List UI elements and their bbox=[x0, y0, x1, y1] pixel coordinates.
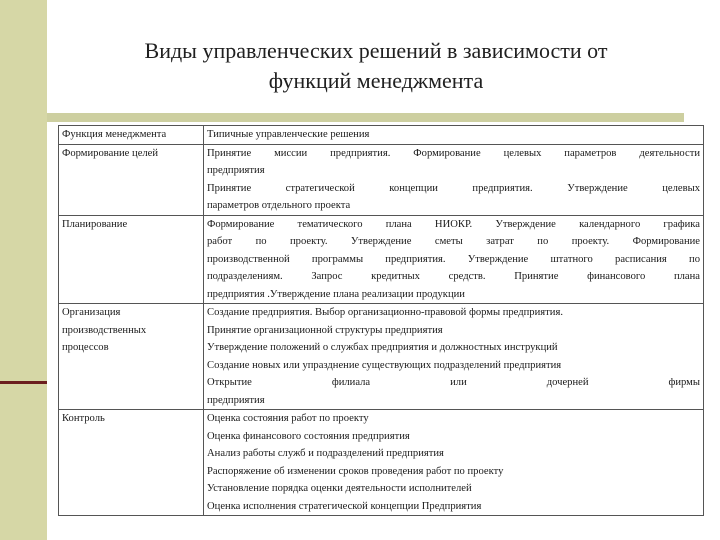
title-divider bbox=[47, 113, 684, 122]
decision-text-line: производственной программы предприятия. Утверждение штатного расписания по bbox=[207, 253, 700, 265]
decisions-cell bbox=[204, 215, 704, 304]
table-header-row bbox=[59, 126, 704, 145]
decorative-sidebar bbox=[0, 0, 47, 540]
decision-item bbox=[207, 498, 700, 516]
decision-item bbox=[207, 357, 700, 375]
decision-text-line: Принятие стратегической концепции предприятия. Утверждение целевых bbox=[207, 182, 700, 194]
function-cell bbox=[59, 144, 204, 215]
decision-item bbox=[207, 480, 700, 498]
decision-item bbox=[207, 322, 700, 340]
header-function-cell: Функция менеджмента bbox=[59, 126, 204, 145]
function-label-line: Формирование целей bbox=[62, 147, 159, 159]
decision-text-line: Анализ работы служб и подразделений предприятия bbox=[207, 448, 444, 459]
decision-item bbox=[207, 445, 700, 463]
decisions-cell bbox=[204, 410, 704, 516]
decision-text-line: Установление порядка оценки деятельности исполнителей bbox=[207, 483, 472, 494]
function-label-line: процессов bbox=[62, 342, 109, 353]
decision-text-line: предприятия bbox=[207, 165, 265, 176]
table-row bbox=[59, 215, 704, 304]
decisions-cell bbox=[204, 144, 704, 215]
decision-item bbox=[207, 180, 700, 215]
decision-text-line: Распоряжение об изменении сроков проведения работ по проекту bbox=[207, 465, 504, 477]
function-label-line: Планирование bbox=[62, 218, 128, 230]
decision-text-line: подразделениям. Запрос кредитных средств. Принятие финансового плана bbox=[207, 271, 700, 282]
decision-text-line: параметров отдельного проекта bbox=[207, 200, 351, 211]
decisions-table bbox=[58, 125, 704, 516]
function-cell bbox=[59, 215, 204, 304]
decision-item bbox=[207, 304, 700, 322]
decision-text-line: предприятия bbox=[207, 394, 265, 406]
table-row bbox=[59, 304, 704, 410]
decision-text-line: предприятия .Утверждение плана реализации продукции bbox=[207, 288, 465, 300]
decision-text-line: Формирование тематического плана НИОКР. Утверждение календарного графика bbox=[207, 218, 700, 230]
table-row bbox=[59, 144, 704, 215]
decision-text-line: Открытие филиала или дочерней фирмы bbox=[207, 377, 700, 388]
decision-text-line: Утверждение положений о службах предприятия и должностных инструкций bbox=[207, 342, 558, 353]
table-row bbox=[59, 410, 704, 516]
decision-text-line: Оценка финансового состояния предприятия bbox=[207, 430, 410, 442]
decision-text-line: Оценка состояния работ по проекту bbox=[207, 413, 369, 424]
function-label-line: Контроль bbox=[62, 413, 105, 424]
function-label-line: Организация bbox=[62, 307, 121, 318]
decision-text-line: Создание предприятия. Выбор организационно-правовой формы предприятия. bbox=[207, 307, 563, 318]
decision-text-line: Оценка исполнения стратегической концепции Предприятия bbox=[207, 500, 482, 512]
decision-item bbox=[207, 145, 700, 180]
decision-item bbox=[207, 339, 700, 357]
decision-text-line: Создание новых или упразднение существующих подразделений предприятия bbox=[207, 359, 562, 371]
decision-text-line: Принятие организационной структуры предприятия bbox=[207, 324, 443, 336]
decision-item bbox=[207, 216, 700, 304]
decision-item bbox=[207, 463, 700, 481]
slide-title bbox=[60, 36, 692, 96]
function-cell bbox=[59, 410, 204, 516]
slide-title-line-2: функций менеджмента bbox=[268, 68, 484, 93]
decision-text-line: Принятие миссии предприятия. Формирование целевых параметров деятельности bbox=[207, 147, 700, 159]
decision-text-line: работ по проекту. Утверждение сметы затрат по проекту. Формирование bbox=[207, 236, 700, 247]
function-label-line: производственных bbox=[62, 324, 147, 336]
decision-item bbox=[207, 428, 700, 446]
function-cell bbox=[59, 304, 204, 410]
decisions-cell bbox=[204, 304, 704, 410]
slide-title-line-1: Виды управленческих решений в зависимости от bbox=[144, 38, 608, 63]
decision-item bbox=[207, 374, 700, 409]
header-decisions-cell: Типичные управленческие решения bbox=[204, 126, 704, 145]
sidebar-accent-rule bbox=[0, 381, 47, 384]
decision-item bbox=[207, 410, 700, 428]
